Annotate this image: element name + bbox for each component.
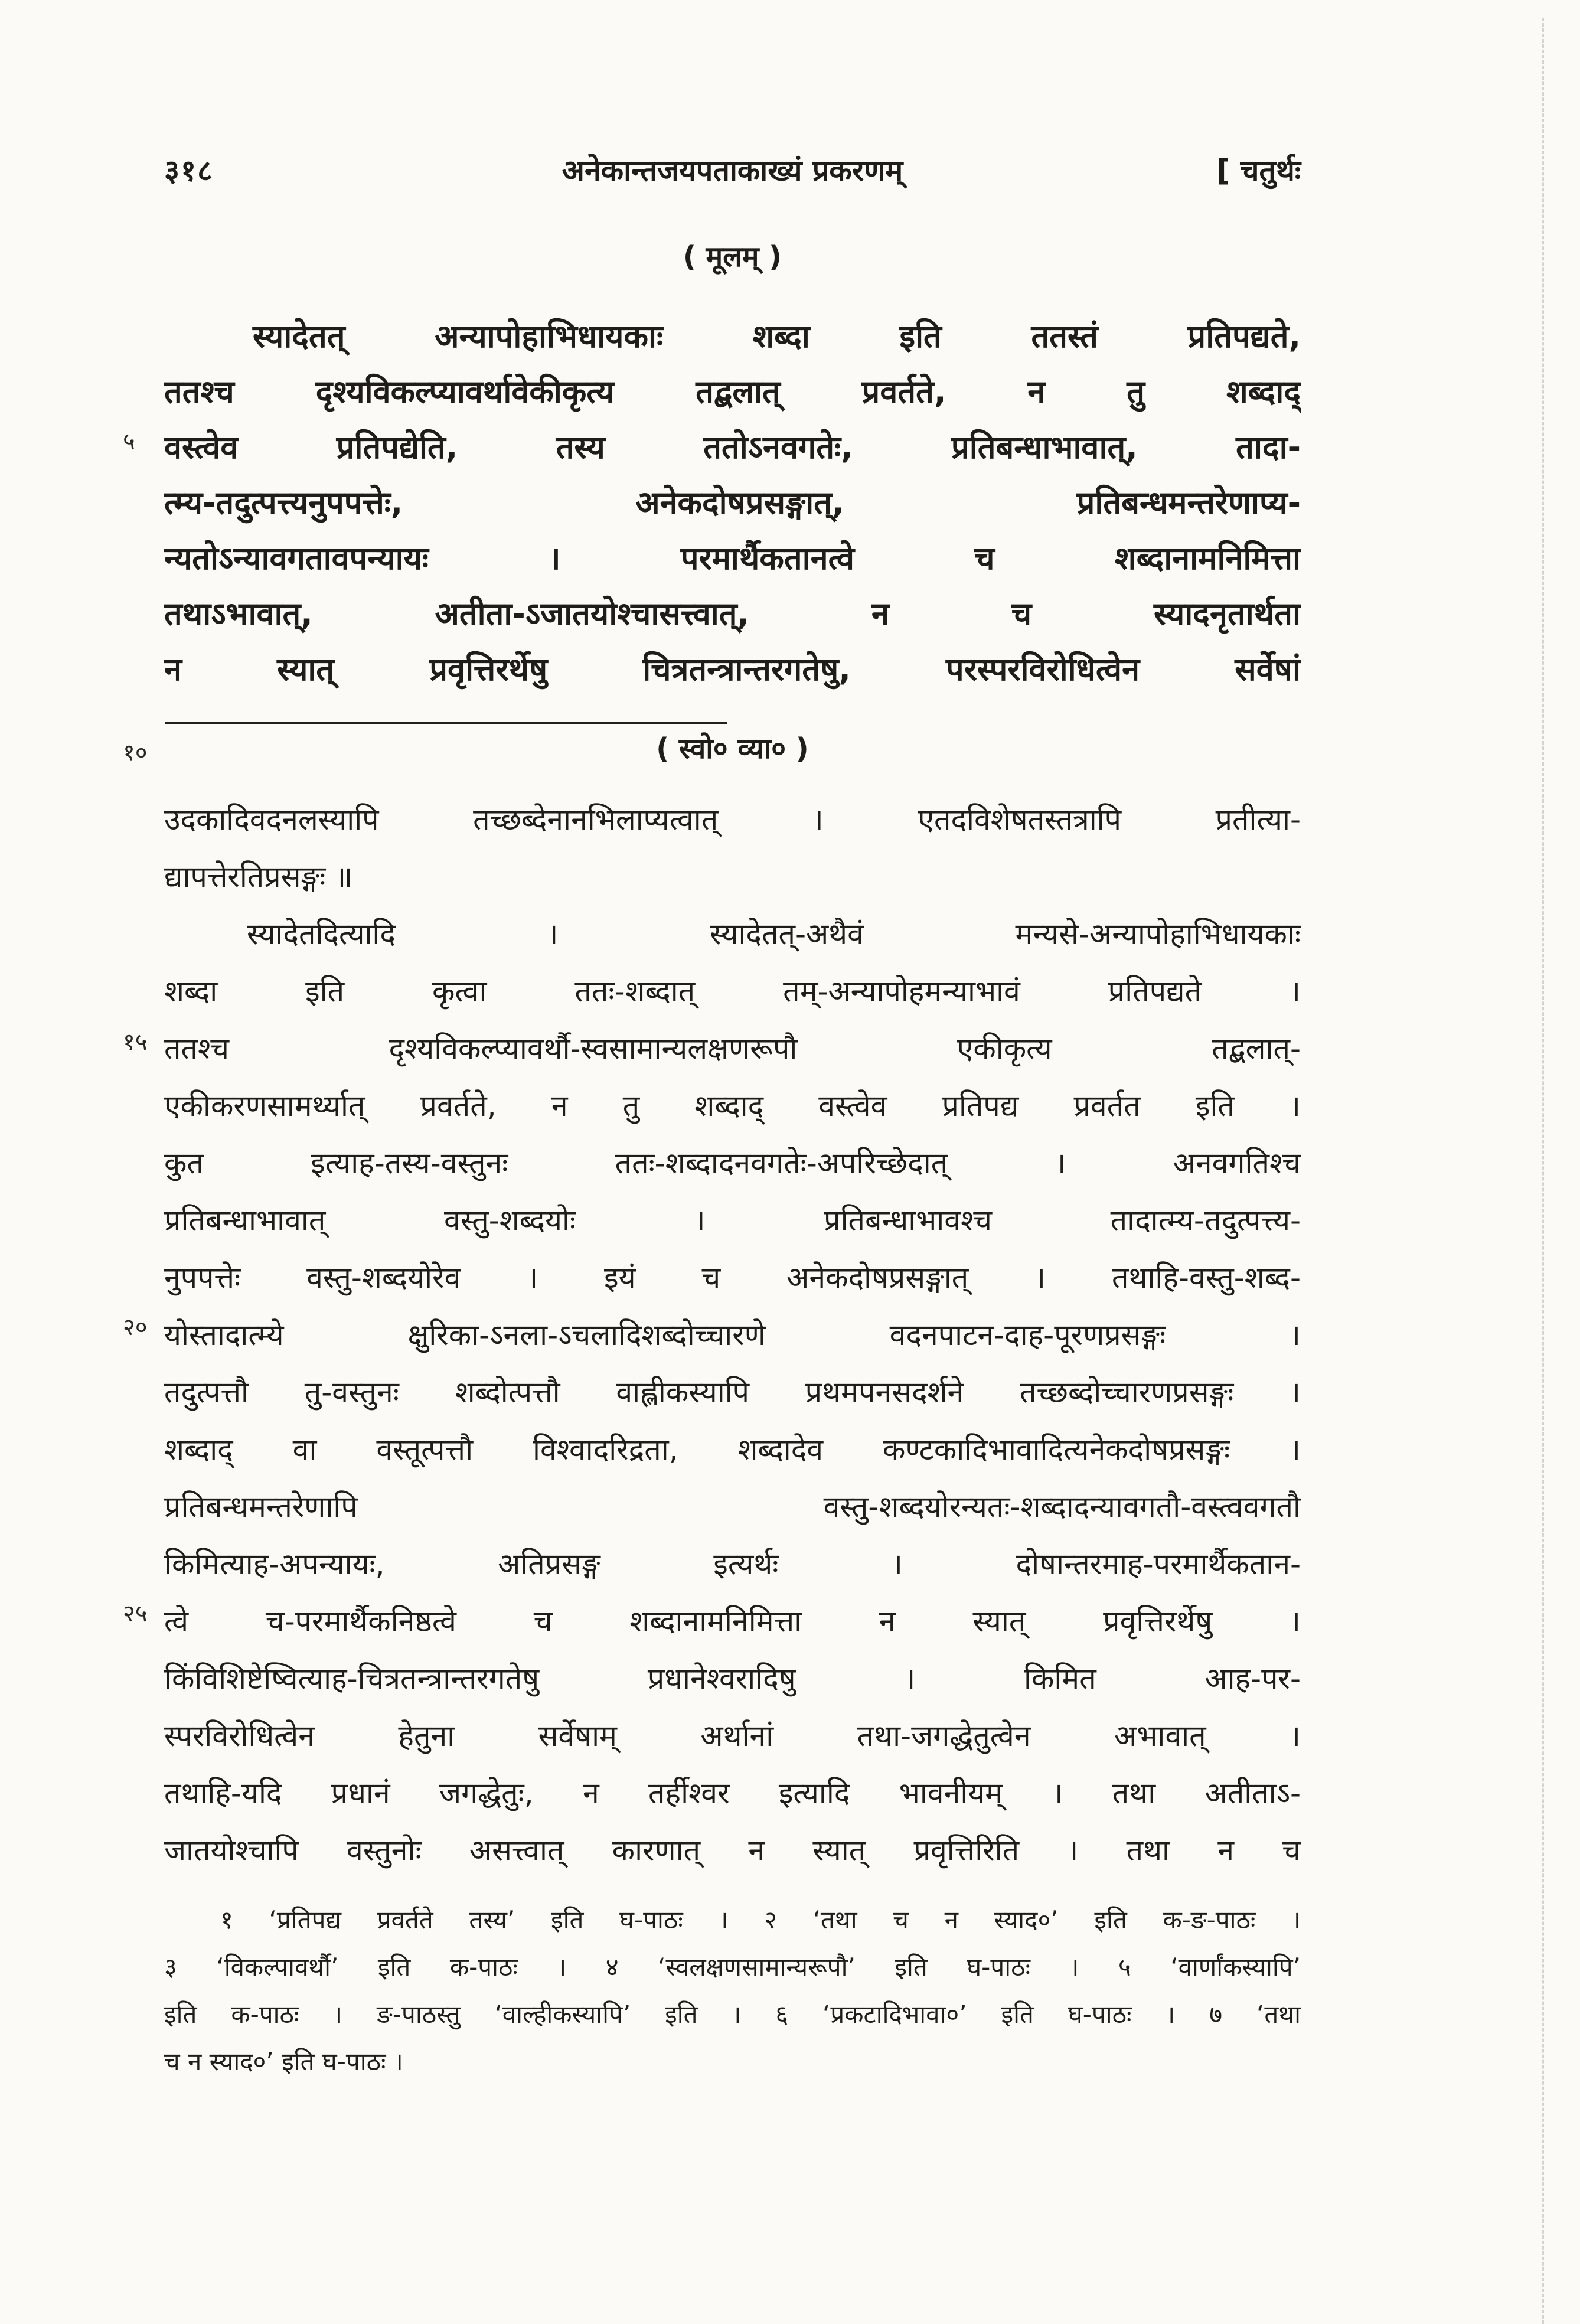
commentary-line: ततश्च दृश्यविकल्प्यावर्थौ-स्वसामान्यलक्षणरूपौ एकीकृत्य तद्बलात्-: [164, 1032, 1301, 1066]
vyakhya-heading: ( स्वो० व्या० ): [656, 732, 809, 765]
commentary-line: जातयोश्चापि वस्तुनोः असत्त्वात् कारणात् न स्यात् प्रवृत्तिरिति । तथा न च: [164, 1833, 1301, 1868]
section-divider-rule: [165, 722, 727, 724]
commentary-text: [164, 791, 1301, 1879]
mula-line: न स्यात् प्रवृत्तिरर्थेषु चित्रतन्त्रान्तरगतेषु, परस्परविरोधित्वेन सर्वेषां: [164, 651, 1301, 688]
page-number: ३१८: [164, 154, 214, 188]
mula-heading: ( मूलम् ): [683, 240, 782, 273]
footnotes-block: [164, 1897, 1301, 2085]
commentary-line: तदुत्पत्तौ तु-वस्तुनः शब्दोत्पत्तौ वाह्लीकस्यापि प्रथमपनसदर्शने तच्छब्दोच्चारणप्रसङ्गः ।: [164, 1375, 1301, 1409]
commentary-line: किंविशिष्टेष्वित्याह-चित्रतन्त्रान्तरगतेषु प्रधानेश्वरादिषु । किमित आह-पर-: [164, 1662, 1301, 1696]
margin-line-number-10: १०: [123, 739, 148, 766]
header-title: अनेकान्तजयपताकाख्यं प्रकरणम्: [562, 154, 903, 188]
footnote-line: १ ‘प्रतिपद्य प्रवर्तते तस्य’ इति घ-पाठः । २ ‘तथा च न स्याद०’ इति क-ङ-पाठः ।: [220, 1905, 1301, 1934]
commentary-line: शब्दाद् वा वस्तूत्पत्तौ विश्वादरिद्रता, शब्दादेव कण्टकादिभावादित्यनेकदोषप्रसङ्गः ।: [164, 1432, 1301, 1467]
margin-line-number-25: २५: [123, 1600, 148, 1627]
commentary-line: प्रतिबन्धमन्तरेणापि वस्तु-शब्दयोरन्यतः-शब्दादन्यावगतौ-वस्त्ववगतौ: [164, 1490, 1301, 1524]
commentary-line: स्परविरोधित्वेन हेतुना सर्वेषाम् अर्थानां तथा-जगद्धेतुत्वेन अभावात् ।: [164, 1719, 1301, 1753]
page-edge-artifact: [1542, 18, 1544, 2324]
commentary-line: किमित्याह-अपन्यायः, अतिप्रसङ्ग इत्यर्थः । दोषान्तरमाह-परमार्थैकतान-: [164, 1547, 1301, 1581]
footnote-line: ३ ‘विकल्पावर्थौ’ इति क-पाठः । ४ ‘स्वलक्षणसामान्यरूपौ’ इति घ-पाठः । ५ ‘वार्णांकस्यापि’: [164, 1953, 1301, 1982]
footnote-line: इति क-पाठः । ङ-पाठस्तु ‘वाल्हीकस्यापि’ इति । ६ ‘प्रकटादिभावा०’ इति घ-पाठः । ७ ‘तथा: [164, 2000, 1301, 2029]
commentary-line: योस्तादात्म्ये क्षुरिका-ऽनला-ऽचलादिशब्दोच्चारणे वदनपाटन-दाह-पूरणप्रसङ्गः ।: [164, 1318, 1301, 1352]
commentary-line: स्यादेतदित्यादि । स्यादेतत्-अथैवं मन्यसे-अन्यापोहाभिधायकाः: [247, 917, 1301, 951]
commentary-line: द्यापत्तेरतिप्रसङ्गः ॥: [164, 860, 353, 894]
page-header: [164, 149, 1301, 192]
commentary-line: उदकादिवदनलस्यापि तच्छब्देनानभिलाप्यत्वात् । एतदविशेषतस्तत्रापि प्रतीत्या-: [164, 802, 1301, 837]
margin-line-number-5: ५: [123, 428, 135, 455]
mula-line: त्म्य-तदुत्पत्त्यनुपपत्तेः, अनेकदोषप्रसङ्गात्, प्रतिबन्धमन्तरेणाप्य-: [164, 484, 1301, 521]
commentary-line: कुत इत्याह-तस्य-वस्तुनः ततः-शब्दादनवगतेः-अपरिच्छेदात् । अनवगतिश्च: [164, 1146, 1301, 1180]
commentary-line: एकीकरणसामर्थ्यात् प्रवर्तते, न तु शब्दाद् वस्त्वेव प्रतिपद्य प्रवर्तत इति ।: [164, 1089, 1301, 1123]
commentary-line: नुपपत्तेः वस्तु-शब्दयोरेव । इयं च अनेकदोषप्रसङ्गात् । तथाहि-वस्तु-शब्द-: [164, 1261, 1301, 1295]
chapter-label: [ चतुर्थः: [1216, 154, 1301, 188]
mula-line: न्यतोऽन्यावगतावपन्यायः । परमार्थैकतानत्वे च शब्दानामनिमित्ता: [164, 540, 1301, 577]
mula-line: वस्त्वेव प्रतिपद्येति, तस्य ततोऽनवगतेः, प्रतिबन्धाभावात्, तादा-: [164, 429, 1301, 466]
mula-line: स्यादेतत् अन्यापोहाभिधायकाः शब्दा इति ततस्तं प्रतिपद्यते,: [253, 318, 1301, 355]
margin-line-number-20: २०: [123, 1314, 148, 1341]
commentary-line: शब्दा इति कृत्वा ततः-शब्दात् तम्-अन्यापोहमन्याभावं प्रतिपद्यते ।: [164, 974, 1301, 1008]
commentary-line: त्वे च-परमार्थैकनिष्ठत्वे च शब्दानामनिमित्ता न स्यात् प्रवृत्तिरर्थेषु ।: [164, 1604, 1301, 1638]
mula-line: ततश्च दृश्यविकल्प्यावर्थावेकीकृत्य तद्बलात् प्रवर्तते, न तु शब्दाद्: [164, 373, 1301, 410]
commentary-line: तथाहि-यदि प्रधानं जगद्धेतुः, न तर्हीश्वर इत्यादि भावनीयम् । तथा अतीताऽ-: [164, 1776, 1301, 1810]
commentary-line: प्रतिबन्धाभावात् वस्तु-शब्दयोः । प्रतिबन्धाभावश्च तादात्म्य-तदुत्पत्त्य-: [164, 1203, 1301, 1238]
footnote-line: च न स्याद०’ इति घ-पाठः ।: [164, 2047, 403, 2076]
mula-text: [164, 309, 1301, 697]
margin-line-number-15: १५: [123, 1029, 148, 1056]
mula-line: तथाऽभावात्, अतीता-ऽजातयोश्चासत्त्वात्, न च स्यादनृतार्थता: [164, 595, 1301, 632]
